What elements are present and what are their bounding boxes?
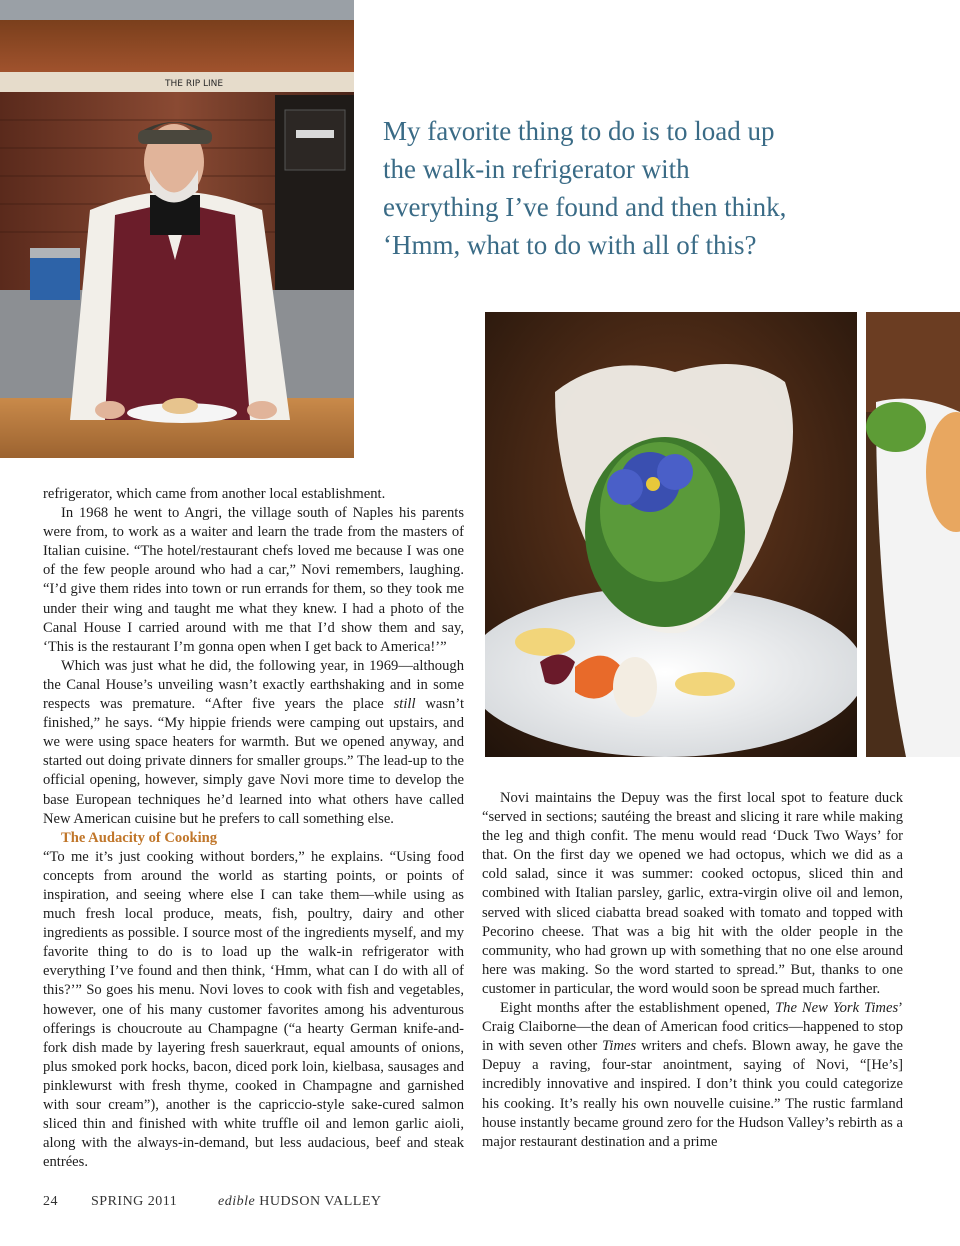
article-column-left <box>43 485 464 1172</box>
emphasis-text: still <box>393 696 416 713</box>
issue-label: SPRING 2011 <box>91 1194 178 1209</box>
article-column-right <box>482 789 903 1152</box>
paragraph-text: wasn’t finished,” he says. “My hippie friends were camping out upstairs, and we were using space heaters for warmth. But we opened anyway, and started out doing private dinners for smaller groups.” The lead-up to the official opening, however, simply gave Novi more time to develop the base European techniques he’d learned into what others have called New American cuisine but he prefers to call something else. <box>43 696 465 827</box>
food-photo <box>485 312 857 757</box>
paragraph <box>482 999 903 1152</box>
pull-quote-line-3: everything I’ve found and then think, <box>383 192 787 222</box>
pull-quote-line-1: My favorite thing to do is to load up <box>383 116 775 146</box>
pull-quote-line-4: ‘Hmm, what to do with all of this? <box>383 230 757 260</box>
paragraph: “To me it’s just cooking without borders,” he explains. “Using food concepts from around the world as starting points, or points of inspiration, and seeing where else I can take them—while using as much fresh local produce, meats, fish, poultry, dairy and other ingredients as possible. I source most of the ingredients myself, and my favorite thing to do is to load up the walk-in refrigerator with everything I’ve found and then think, ‘Hmm, what can I do with all of this?’” So goes his menu. Novi loves to cook with fish and vegetables, however, one of his many customer favorites among his adventurous offerings is choucroute au Champagne (“a hearty German knife-and-fork dish made by layering fresh sauerkraut, equal amounts of onions, plus smoked pork hocks, bacon, diced pork loin, kielbasa, sausages and pinklewurst with fresh thyme, cooked in Champagne and garnished with sour cream”), another is the capriccio-style sake-cured salmon sliced thin and finished with white truffle oil and lemon garlic aioli, along with the always-in-demand, but less audacious, beef and steak entrées. <box>43 848 464 1171</box>
magazine-name <box>218 1194 382 1210</box>
page-number: 24 <box>43 1194 58 1209</box>
magazine-name-edible: edible <box>218 1194 256 1209</box>
publication-title: The New York Times <box>775 1000 899 1017</box>
pull-quote-line-2: the walk-in refrigerator with <box>383 154 690 184</box>
paragraph: refrigerator, which came from another local establishment. <box>43 486 386 502</box>
sign-text: THE RIP LINE <box>165 79 224 89</box>
paragraph <box>43 657 464 829</box>
paragraph-text: writers and chefs. Blown away, he gave the Depuy a raving, four-star anointment, saying of Novi, “[He’s] incredibly innovative and inspired. I don’t think you could categorize his cooking. It’s really his own nouvelle cuisine.” The rustic farmland house instantly became ground zero for the Hudson Valley’s rebirth as a major restaurant destination and a prime <box>482 1038 903 1150</box>
paragraph-text: ’ Craig Claiborne—the dean of American food critics—happened to stop in with seven other <box>482 1000 903 1055</box>
pull-quote <box>383 112 853 264</box>
paragraph: Novi maintains the Depuy was the first local spot to feature duck “served in sections; sautéing the breast and slicing it rare while making the leg and thigh confit. The menu would read ‘Duck Two Ways’ for that. On the first day we opened we had octopus, which we did as a cold salad, since it was summer: cooked octopus, sliced thin and combined with Italian parsley, garlic, extra-virgin olive oil and lemon, served with sliced ciabatta bread soaked with tomato and topped with Pecorino cheese. That was a big hit with the older people in the community, who had grown up with something that no one else around here was making. So the word started to spread.” But, thanks to one customer in particular, the word would soon be spread much farther. <box>482 790 903 997</box>
publication-title: Times <box>602 1038 637 1055</box>
page-footer <box>43 1194 382 1210</box>
paragraph: In 1968 he went to Angri, the village south of Naples his parents were from, to work as a waiter and learn the trade from the masters of Italian cuisine. “The hotel/restaurant chefs loved me because I was one of the few people around who had a car,” Novi remembers, laughing. “I’d give them rides into town or run errands for them, so they took me under their wing and taught me what they knew. I had a photo of the Canal House I carried around with me that I’d show them and say, ‘This is the restaurant I’m gonna open when I get back to America!’” <box>43 505 464 655</box>
food-photo-secondary <box>866 312 960 757</box>
paragraph-text: Which was just what he did, the following year, in 1969—although the Canal House’s unveiling wasn’t exactly earthshaking and in some respects was premature. “After five years the place <box>43 657 464 713</box>
magazine-name-region: HUDSON VALLEY <box>259 1194 382 1209</box>
paragraph-text: Eight months after the establishment opened, <box>500 1000 776 1017</box>
section-heading: The Audacity of Cooking <box>61 829 218 846</box>
chef-photo <box>0 0 354 458</box>
